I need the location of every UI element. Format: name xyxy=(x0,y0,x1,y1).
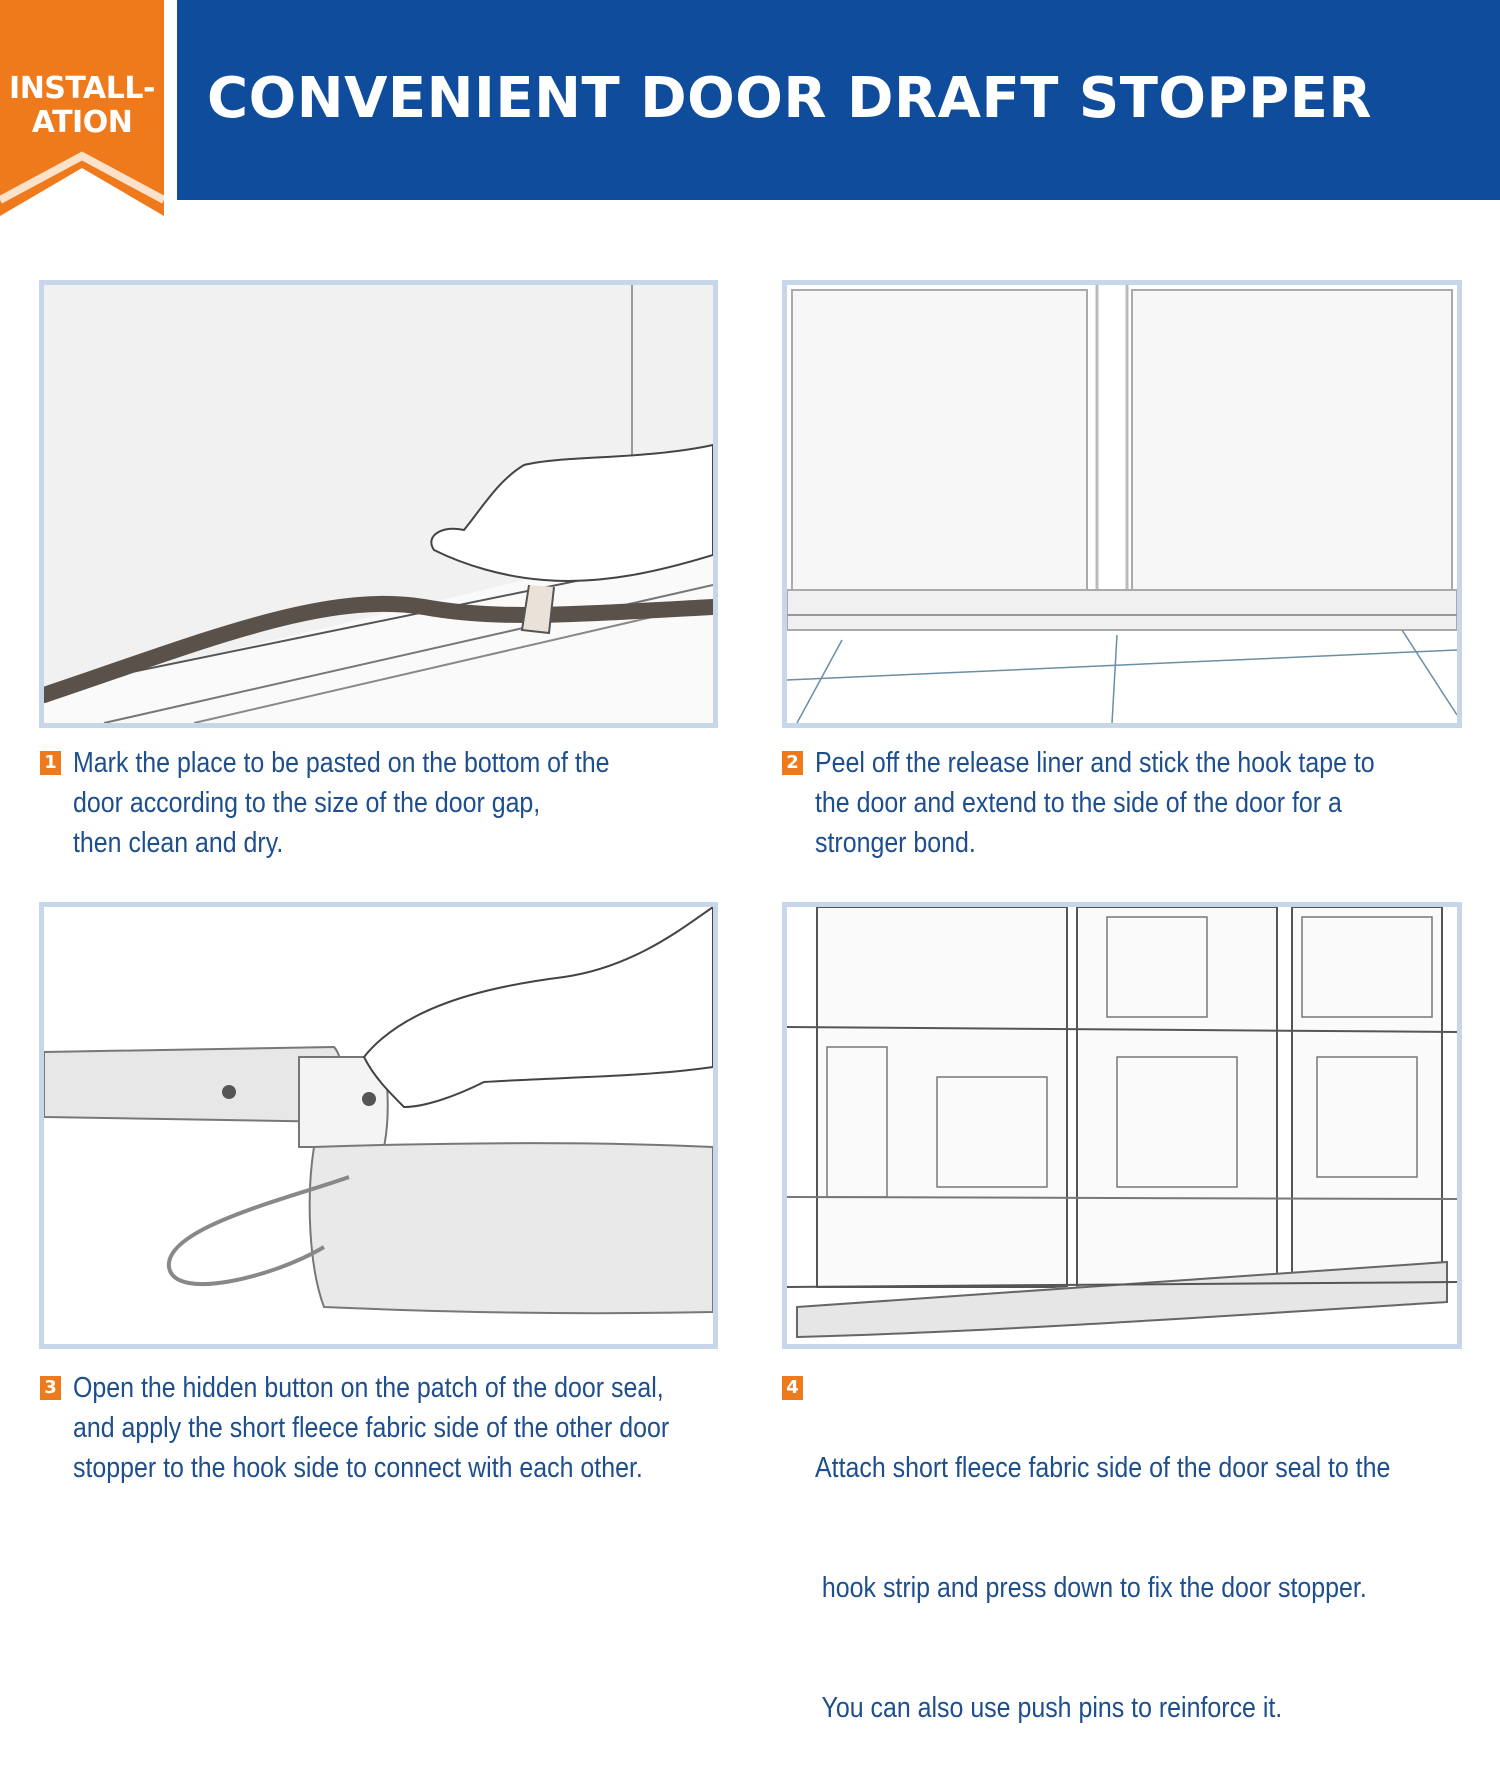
step-4-illustration xyxy=(782,902,1462,1349)
step-4-line-3: You can also use push pins to reinforce it. xyxy=(815,1692,1283,1724)
step-3-caption xyxy=(73,1368,744,1488)
step-1-line-1: Mark the place to be pasted on the bottom of the xyxy=(73,747,610,779)
step-4-caption xyxy=(815,1368,1494,1768)
badge-line-2: ATION xyxy=(31,105,133,140)
step-1-line-2: door according to the size of the door gap, xyxy=(73,787,541,819)
step-2-number: 2 xyxy=(782,751,803,775)
step-2-caption xyxy=(815,743,1482,863)
step-1-line-3: then clean and dry. xyxy=(73,827,284,859)
step-2-line-1: Peel off the release liner and stick the hook tape to xyxy=(815,747,1375,779)
step-3-number: 3 xyxy=(40,1376,61,1400)
step-1-caption xyxy=(73,743,709,863)
step-3-line-3: stopper to the hook side to connect with each other. xyxy=(73,1452,643,1484)
step-1-illustration xyxy=(39,280,718,728)
step-2-illustration xyxy=(782,280,1462,728)
page-title: CONVENIENT DOOR DRAFT STOPPER xyxy=(207,66,1372,131)
step-1-number: 1 xyxy=(40,751,61,775)
step-2-line-3: stronger bond. xyxy=(815,827,976,859)
step-3-line-1: Open the hidden button on the patch of the door seal, xyxy=(73,1372,664,1404)
step-2-line-2: the door and extend to the side of the door for a xyxy=(815,787,1342,819)
step-4-number: 4 xyxy=(782,1376,803,1400)
step-4-line-2: hook strip and press down to fix the door stopper. xyxy=(815,1572,1367,1604)
step-4-line-1: Attach short fleece fabric side of the door seal to the xyxy=(815,1452,1391,1484)
step-3-illustration xyxy=(39,902,718,1349)
header-banner xyxy=(177,0,1500,200)
installation-badge xyxy=(0,0,164,216)
step-3-line-2: and apply the short fleece fabric side of the other door xyxy=(73,1412,670,1444)
badge-label xyxy=(0,72,164,140)
badge-line-1: INSTALL- xyxy=(9,71,155,106)
